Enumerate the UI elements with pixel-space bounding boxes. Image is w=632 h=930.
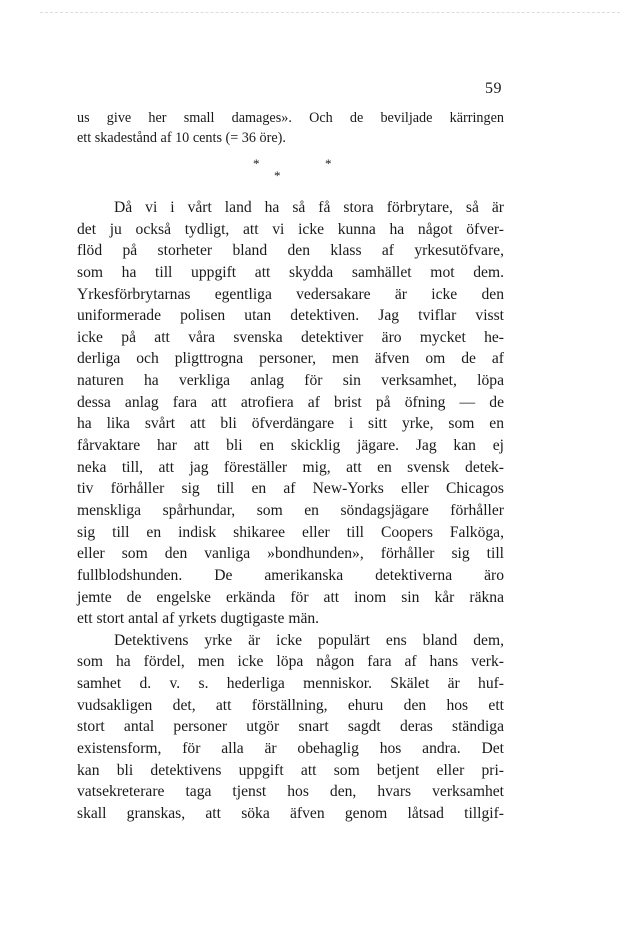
asterisk-icon: * — [274, 168, 281, 183]
text-line: uniformerade polisen utan detektiven. Jag tviflar visst — [77, 307, 504, 325]
text-line: neka till, att jag föreställer mig, att en svensk detek- — [77, 458, 504, 476]
text-line: icke på att våra svenska detektiver äro mycket he- — [77, 328, 504, 346]
text-line: naturen ha verkliga anlag för sin verksamhet, löpa — [77, 372, 504, 390]
text-line: menskliga spårhundar, som en söndagsjägare förhåller — [77, 501, 504, 519]
text-line: derliga och pligttrogna personer, men äfven om de af — [77, 350, 504, 368]
section-separator — [240, 150, 360, 190]
text-line: eller som den vanliga »bondhunden», förhåller sig till — [77, 545, 504, 563]
body-text — [77, 197, 504, 825]
text-line: stort antal personer utgör snart sagdt deras ständiga — [77, 718, 504, 736]
text-line: skall granskas, att söka äfven genom låtsad tillgif- — [77, 804, 504, 822]
text-line: flöd på storheter bland den klass af yrkesutöfvare, — [77, 242, 504, 260]
text-line: som ha fördel, men icke löpa någon fara af hans verk- — [77, 653, 504, 671]
text-line: dessa anlag fara att atrofiera af brist på öfning — de — [77, 393, 504, 411]
asterisk-icon: * — [325, 156, 332, 171]
paragraph-last-line: ett stort antal af yrkets dugtigaste män. — [77, 610, 320, 628]
text-line: ha lika svårt att bli öfverdängare i sitt yrke, som en — [77, 415, 504, 433]
text-line: jemte de engelske erkända för att inom sin kår räkna — [77, 588, 504, 606]
text-line: sig till en indisk shikaree eller till Coopers Falköga, — [77, 523, 504, 541]
text-line: vudsakligen det, att förställning, ehuru den hos ett — [77, 696, 504, 714]
intro-paragraph — [77, 108, 504, 148]
page-number: 59 — [485, 80, 502, 97]
text-line: fullblodshunden. De amerikanska detektiverna äro — [77, 566, 504, 584]
text-line: fårvaktare har att bli en skicklig jägare. Jag kan ej — [77, 437, 504, 455]
page-top-edge — [40, 12, 620, 13]
text-line: existensform, för alla är obehaglig hos andra. Det — [77, 740, 504, 758]
text-line: us give her small damages». Och de beviljade kärringen — [77, 110, 504, 126]
text-line: det ju också tydligt, att vi icke kunna ha något öfver- — [77, 220, 504, 238]
text-line: Yrkesförbrytarnas egentliga vedersakare är icke den — [77, 285, 504, 303]
asterisk-icon: * — [253, 156, 260, 171]
text-line: ett skadestånd af 10 cents (= 36 öre). — [77, 130, 286, 146]
text-line: som ha till uppgift att skydda samhället mot dem. — [77, 263, 504, 281]
text-line: kan bli detektivens uppgift att som betjent eller pri- — [77, 761, 504, 779]
text-line: vatsekreterare taga tjenst hos den, hvars verksamhet — [77, 783, 504, 801]
paragraph-first-line: Detektivens yrke är icke populärt ens bland dem, — [114, 631, 504, 649]
text-line: tiv förhåller sig till en af New-Yorks eller Chicagos — [77, 480, 504, 498]
text-line: samhet d. v. s. hederliga menniskor. Skälet är huf- — [77, 675, 504, 693]
paragraph-first-line: Då vi i vårt land ha så få stora förbrytare, så är — [114, 199, 504, 216]
